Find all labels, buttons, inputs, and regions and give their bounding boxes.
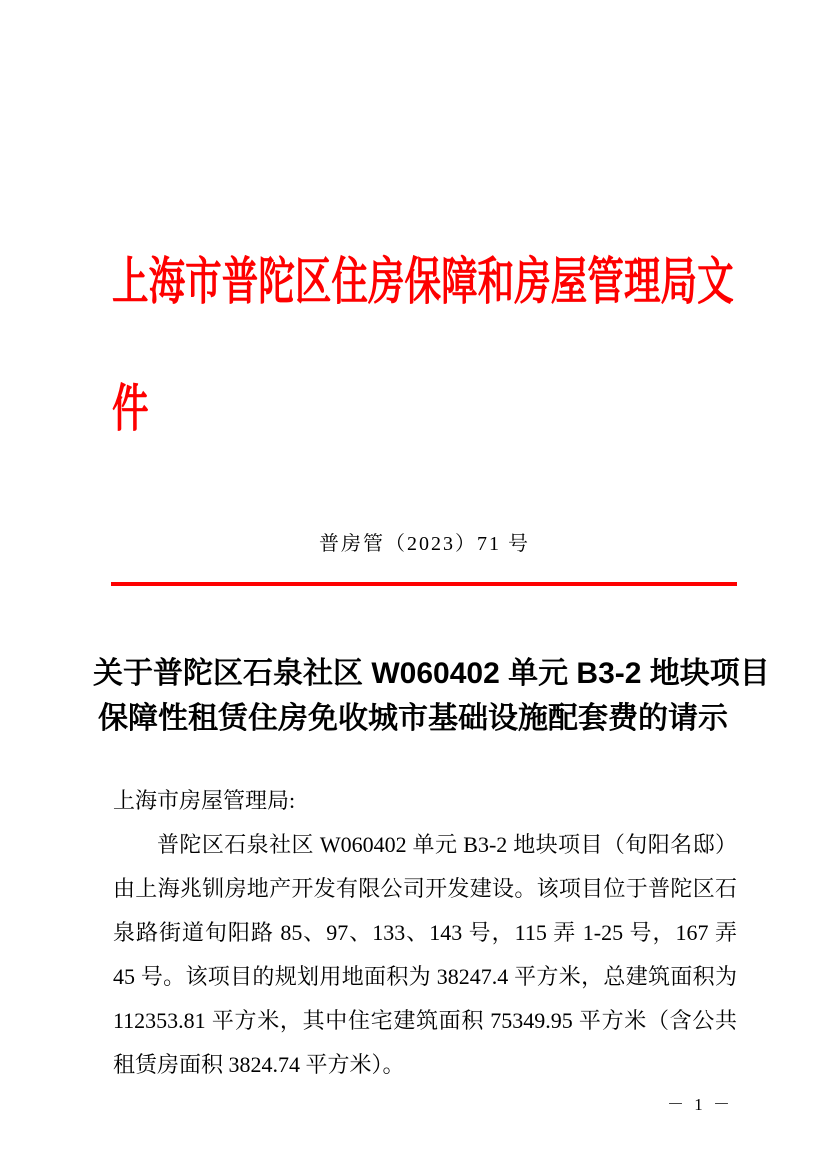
document-reference-number: 普房管（2023）71 号 bbox=[319, 533, 530, 555]
agency-letterhead-banner: 上海市普陀区住房保障和房屋管理局文件 bbox=[112, 255, 734, 438]
document-title-line-2: 保障性租赁住房免收城市基础设施配套费的请示 bbox=[98, 702, 728, 735]
page-number: － 1 － bbox=[667, 1095, 733, 1114]
document-title bbox=[93, 651, 770, 741]
document-body bbox=[113, 779, 737, 1087]
salutation: 上海市房屋管理局: bbox=[113, 788, 296, 813]
document-title-line-1: 关于普陀区石泉社区 W060402 单元 B3-2 地块项目 bbox=[93, 657, 770, 690]
red-divider-rule bbox=[111, 582, 737, 586]
body-paragraph: 普陀区石泉社区 W060402 单元 B3-2 地块项目（旬阳名邸）由上海兆钏房地产开发有限公司开发建设。该项目位于普陀区石泉路街道旬阳路 85、97、133、143 号，115 弄 1-25 号，167 弄 45 号。该项目的规划用地面积为 38247.4 平方米，总建筑面积为 112353.81 平方米，其中住宅建筑面积 75349.95 平方米（含公共租赁房面积 3824.74 平方米）。 bbox=[113, 832, 737, 1077]
